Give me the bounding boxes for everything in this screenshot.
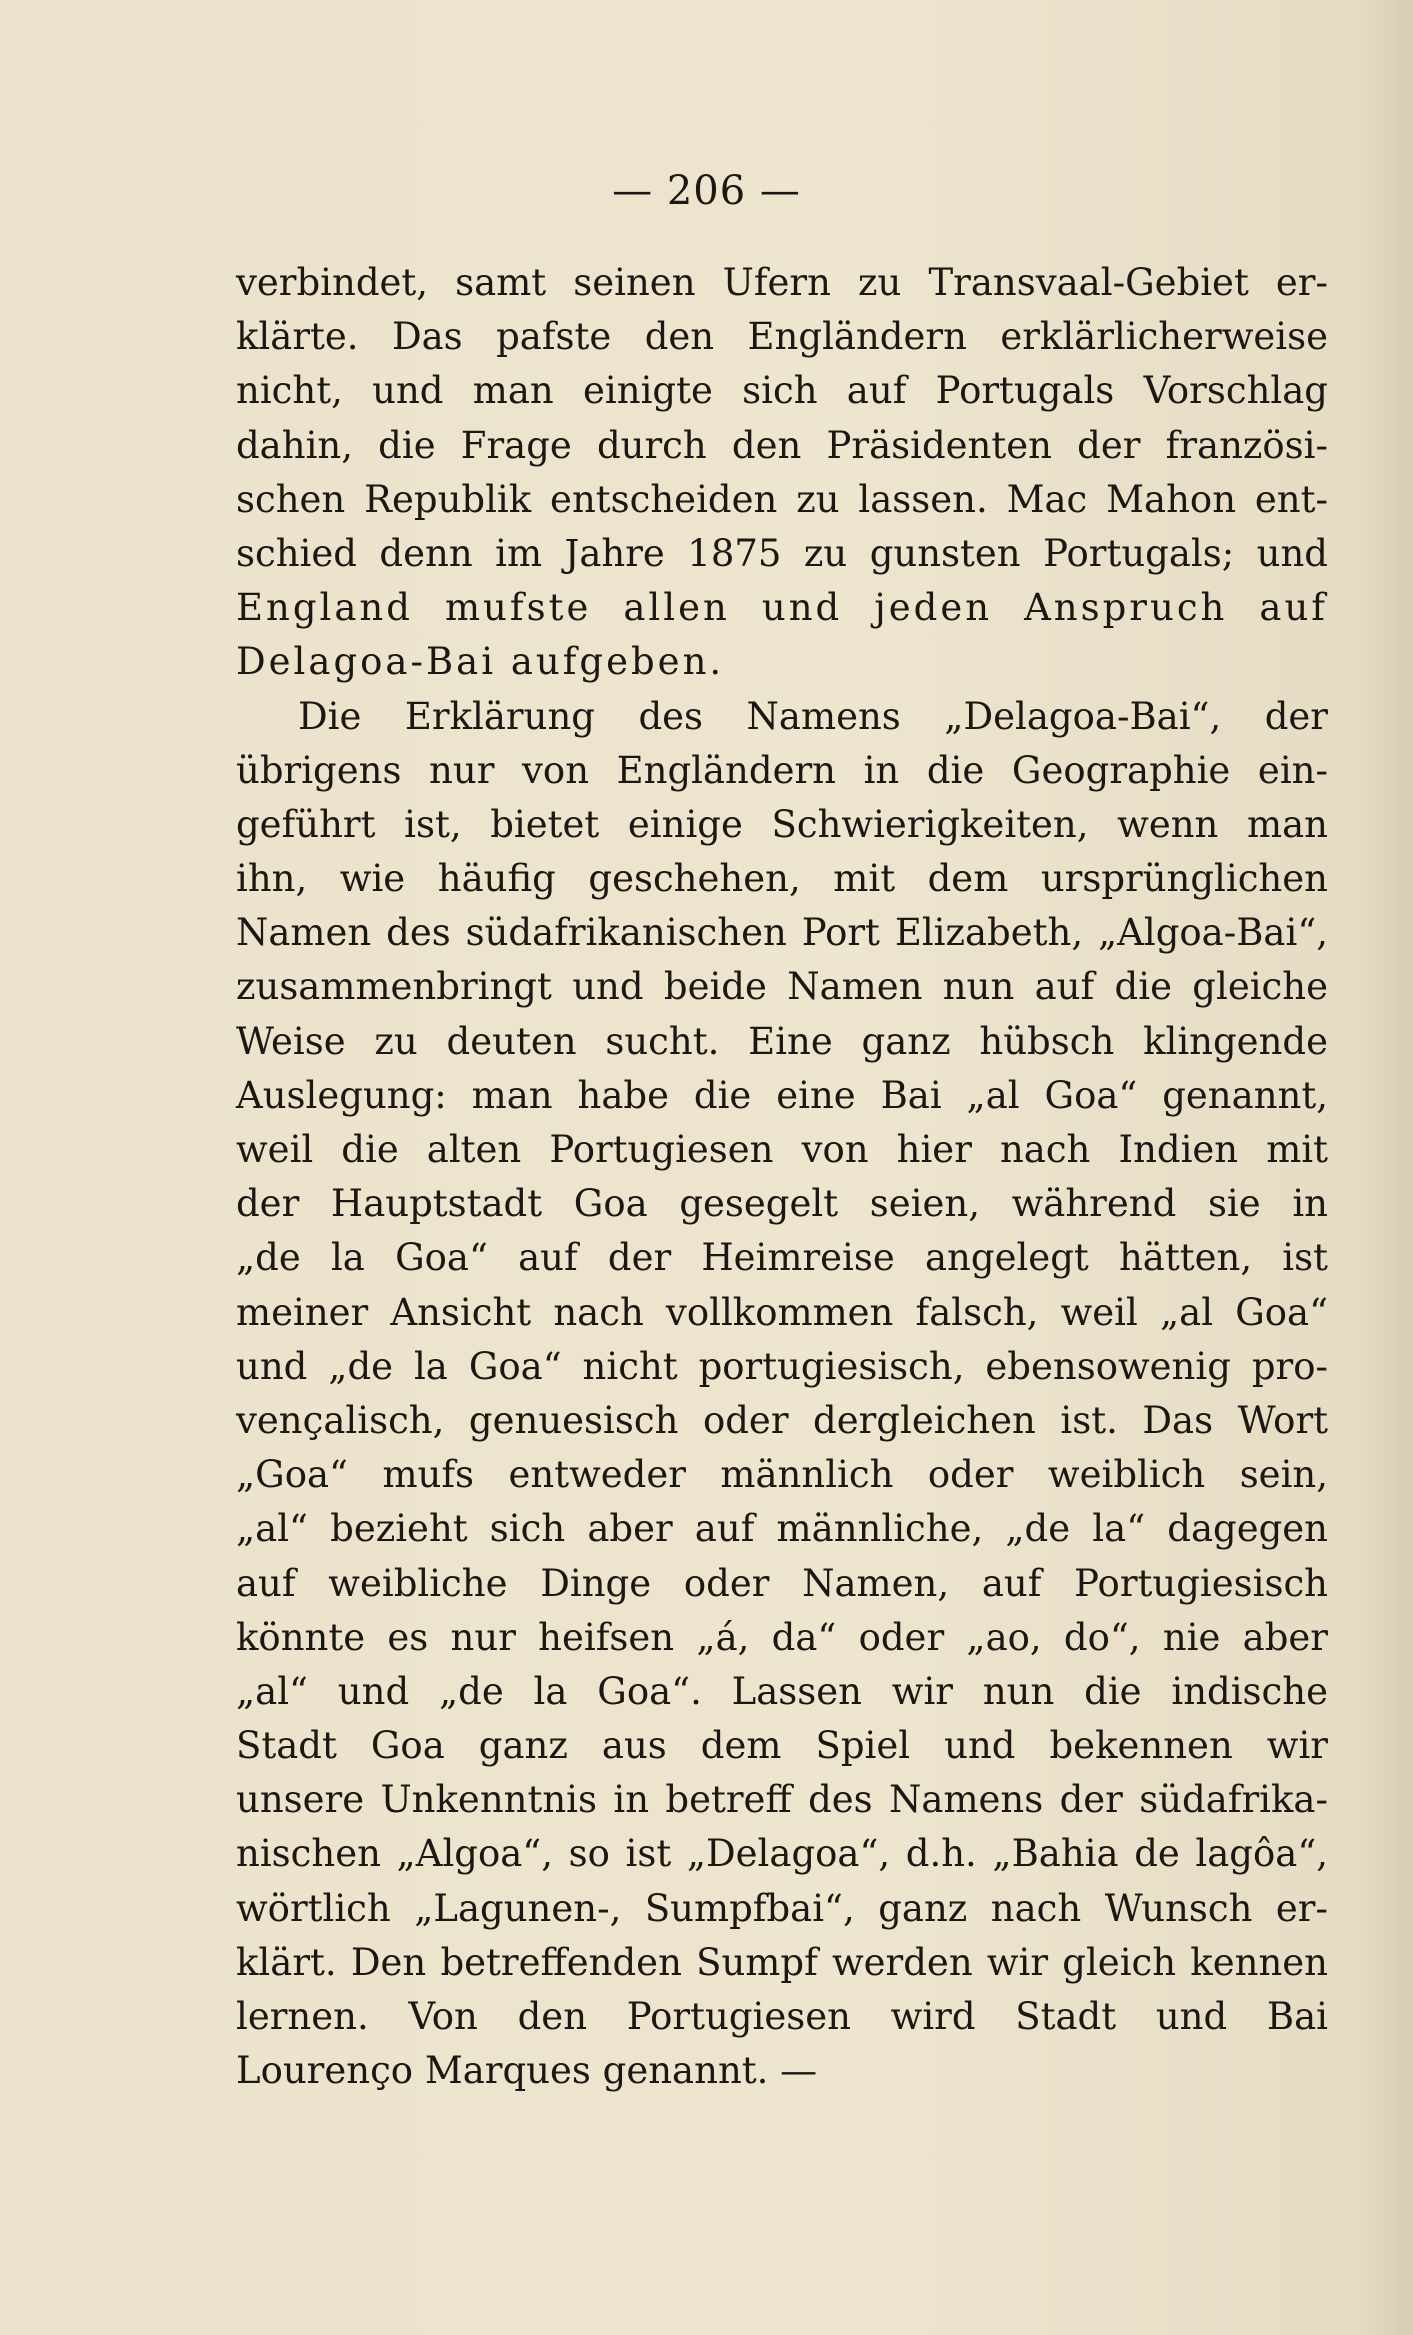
text-line: schied denn im Jahre 1875 zu gunsten Portugals; und — [236, 531, 1328, 575]
text-line: „al“ bezieht sich aber auf männliche, „de la“ dagegen — [236, 1507, 1328, 1551]
text-line: und „de la Goa“ nicht portugiesisch, ebensowenig pro- — [236, 1344, 1328, 1388]
text-line: lernen. Von den Portugiesen wird Stadt und Bai — [236, 1995, 1328, 2038]
text-line: schen Republik entscheiden zu lassen. Mac Mahon ent- — [236, 477, 1328, 521]
text-line: „de la Goa“ auf der Heimreise angelegt hätten, ist — [236, 1236, 1328, 1280]
text-line: Lourenço Marques genannt. — — [236, 2049, 818, 2093]
text-line: England mufste allen und jeden Anspruch auf — [236, 586, 1328, 630]
text-line: Delagoa-Bai aufgeben. — [236, 640, 725, 684]
text-line: weil die alten Portugiesen von hier nach Indien mit — [236, 1128, 1328, 1171]
text-line: auf weibliche Dinge oder Namen, auf Portugiesisch — [236, 1561, 1328, 1605]
text-line: unsere Unkenntnis in betreff des Namens der südafrika- — [236, 1778, 1328, 1822]
text-line: „Goa“ mufs entweder männlich oder weiblich sein, — [236, 1453, 1328, 1497]
text-line: meiner Ansicht nach vollkommen falsch, weil „al Goa“ — [236, 1290, 1328, 1334]
text-line: ihn, wie häufig geschehen, mit dem ursprünglichen — [236, 857, 1328, 901]
text-line: Stadt Goa ganz aus dem Spiel und bekennen wir — [236, 1724, 1328, 1768]
text-line: übrigens nur von Engländern in die Geographie ein- — [236, 748, 1328, 792]
text-line: nicht, und man einigte sich auf Portugals Vorschlag — [236, 369, 1328, 413]
text-line: könnte es nur heifsen „á, da“ oder „ao, do“, nie aber — [236, 1615, 1328, 1659]
text-line: klärt. Den betreffenden Sumpf werden wir gleich kennen — [236, 1940, 1328, 1984]
text-line: vençalisch, genuesisch oder dergleichen ist. Das Wort — [236, 1398, 1328, 1442]
text-line: Namen des südafrikanischen Port Elizabeth, „Algoa-Bai“, — [236, 911, 1328, 955]
text-line: dahin, die Frage durch den Präsidenten der französi- — [236, 423, 1328, 467]
text-line: Weise zu deuten sucht. Eine ganz hübsch klingende — [236, 1019, 1328, 1063]
text-line: wörtlich „Lagunen-, Sumpfbai“, ganz nach Wunsch er- — [236, 1886, 1328, 1930]
text-line: zusammenbringt und beide Namen nun auf die gleiche — [236, 965, 1328, 1009]
text-line: verbindet, samt seinen Ufern zu Transvaal-Gebiet er- — [236, 261, 1328, 304]
text-line: klärte. Das pafste den Engländern erklärlicherweise — [236, 315, 1328, 359]
text-line: Auslegung: man habe die eine Bai „al Goa“ genannt, — [236, 1073, 1328, 1117]
page-number: — 206 — — [612, 168, 801, 214]
text-line: geführt ist, bietet einige Schwierigkeiten, wenn man — [236, 802, 1328, 846]
text-line: der Hauptstadt Goa gesegelt seien, während sie in — [236, 1182, 1328, 1226]
text-line: nischen „Algoa“, so ist „Delagoa“, d.h. „Bahia de lagôa“, — [236, 1832, 1328, 1876]
paragraph-first-line: Die Erklärung des Namens „Delagoa-Bai“, der — [298, 694, 1328, 738]
body-text — [236, 256, 1328, 2098]
text-line: „al“ und „de la Goa“. Lassen wir nun die indische — [236, 1669, 1328, 1713]
